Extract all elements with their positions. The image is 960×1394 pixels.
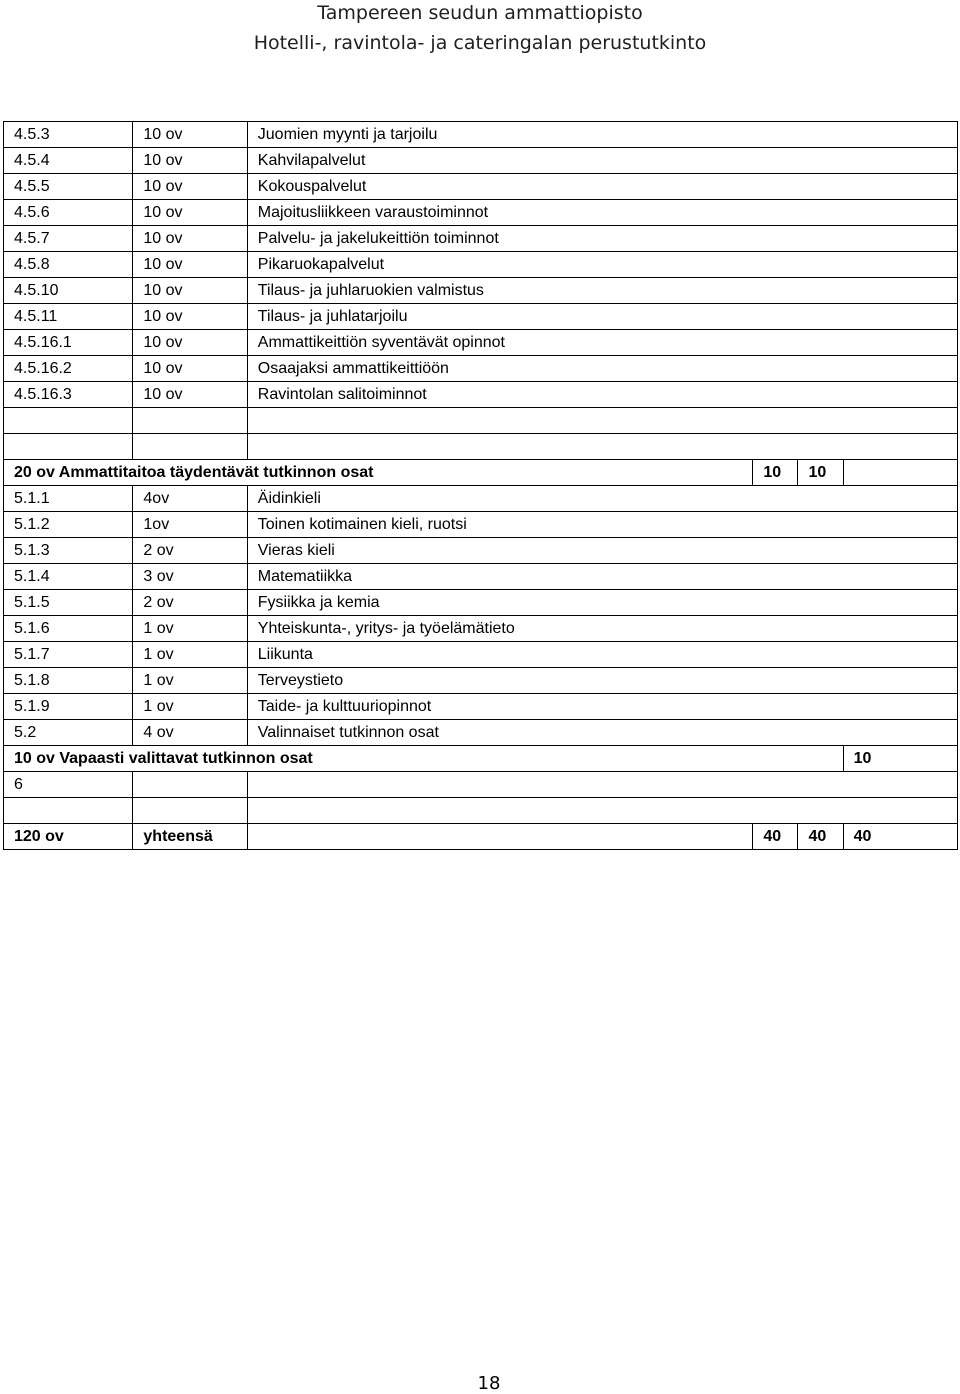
table-cell: 2 ov	[133, 538, 247, 564]
table-cell: 2 ov	[133, 590, 247, 616]
table-row	[4, 252, 958, 278]
table-cell: Toinen kotimainen kieli, ruotsi	[247, 512, 957, 538]
table-cell: Palvelu- ja jakelukeittiön toiminnot	[247, 226, 957, 252]
table-cell: Pikaruokapalvelut	[247, 252, 957, 278]
table-row	[4, 200, 958, 226]
table-row	[4, 434, 958, 460]
table-cell: yhteensä	[133, 824, 247, 850]
table-cell: 1ov	[133, 512, 247, 538]
table-row	[4, 590, 958, 616]
table-row	[4, 564, 958, 590]
table-cell: 10 ov Vapaasti valittavat tutkinnon osat	[4, 746, 844, 772]
table-row	[4, 356, 958, 382]
table-row	[4, 824, 958, 850]
table-cell: 5.1.3	[4, 538, 133, 564]
table-cell: 5.2	[4, 720, 133, 746]
table-row	[4, 668, 958, 694]
table-cell: Kokouspalvelut	[247, 174, 957, 200]
table-row	[4, 798, 958, 824]
table-cell: 1 ov	[133, 642, 247, 668]
table-cell	[247, 798, 957, 824]
table-cell: 6	[4, 772, 133, 798]
table-cell: Taide- ja kulttuuriopinnot	[247, 694, 957, 720]
table-row	[4, 720, 958, 746]
table-row	[4, 772, 958, 798]
table-cell: Tilaus- ja juhlaruokien valmistus	[247, 278, 957, 304]
table-cell: 10	[753, 460, 798, 486]
table-cell: 4.5.7	[4, 226, 133, 252]
table-cell: 40	[798, 824, 843, 850]
table-cell: 5.1.8	[4, 668, 133, 694]
table-cell: 10 ov	[133, 148, 247, 174]
table-cell: 10 ov	[133, 304, 247, 330]
table-cell: 10 ov	[133, 252, 247, 278]
table-cell: 5.1.7	[4, 642, 133, 668]
table-cell: 20 ov Ammattitaitoa täydentävät tutkinnon osat	[4, 460, 753, 486]
table-cell: 4.5.4	[4, 148, 133, 174]
table-cell: Yhteiskunta-, yritys- ja työelämätieto	[247, 616, 957, 642]
table-cell: 4.5.11	[4, 304, 133, 330]
table-cell: Tilaus- ja juhlatarjoilu	[247, 304, 957, 330]
table-row	[4, 512, 958, 538]
table-cell: Valinnaiset tutkinnon osat	[247, 720, 957, 746]
table-cell: 120 ov	[4, 824, 133, 850]
table-row	[4, 226, 958, 252]
table-row	[4, 538, 958, 564]
table-cell: Fysiikka ja kemia	[247, 590, 957, 616]
table-cell: 5.1.2	[4, 512, 133, 538]
table-row	[4, 148, 958, 174]
table-cell	[4, 408, 133, 434]
table-cell: 3 ov	[133, 564, 247, 590]
table-cell	[133, 798, 247, 824]
table-cell: Vieras kieli	[247, 538, 957, 564]
table-cell: 10 ov	[133, 200, 247, 226]
table-cell	[4, 434, 133, 460]
table-row	[4, 174, 958, 200]
table-cell: Äidinkieli	[247, 486, 957, 512]
table-cell	[843, 460, 957, 486]
table-row	[4, 694, 958, 720]
table-cell: 5.1.5	[4, 590, 133, 616]
table-cell: 1 ov	[133, 616, 247, 642]
table-row	[4, 382, 958, 408]
table-cell	[247, 772, 957, 798]
table-row	[4, 460, 958, 486]
table-cell: 10 ov	[133, 174, 247, 200]
header-school-name: Tampereen seudun ammattiopisto	[317, 2, 643, 24]
table-cell: 10 ov	[133, 278, 247, 304]
table-cell	[133, 408, 247, 434]
table-cell: Osaajaksi ammattikeittiöön	[247, 356, 957, 382]
table-cell: 10 ov	[133, 382, 247, 408]
table-cell: 4 ov	[133, 720, 247, 746]
table-cell: 10 ov	[133, 122, 247, 148]
table-cell: Kahvilapalvelut	[247, 148, 957, 174]
table-row	[4, 122, 958, 148]
table-cell: 5.1.9	[4, 694, 133, 720]
table-cell: Ravintolan salitoiminnot	[247, 382, 957, 408]
table-row	[4, 486, 958, 512]
table-cell: 4.5.10	[4, 278, 133, 304]
table-cell: 40	[753, 824, 798, 850]
table-row	[4, 642, 958, 668]
table-row	[4, 278, 958, 304]
table-cell: 4.5.8	[4, 252, 133, 278]
table-cell: 4.5.6	[4, 200, 133, 226]
table-cell: 5.1.4	[4, 564, 133, 590]
table-cell: 10 ov	[133, 226, 247, 252]
curriculum-table	[3, 121, 958, 850]
table-cell	[4, 798, 133, 824]
table-cell: 4.5.3	[4, 122, 133, 148]
table-cell: Matematiikka	[247, 564, 957, 590]
table-cell	[247, 824, 753, 850]
table-cell: Liikunta	[247, 642, 957, 668]
table-cell: 1 ov	[133, 694, 247, 720]
table-cell	[247, 434, 957, 460]
table-row	[4, 304, 958, 330]
table-cell: 10 ov	[133, 330, 247, 356]
table-cell	[133, 772, 247, 798]
header-degree-name: Hotelli-, ravintola- ja cateringalan perustutkinto	[253, 32, 707, 54]
table-cell: Majoitusliikkeen varaustoiminnot	[247, 200, 957, 226]
table-cell: 40	[843, 824, 957, 850]
table-cell: 4.5.16.1	[4, 330, 133, 356]
table-cell: Terveystieto	[247, 668, 957, 694]
table-cell: 4.5.5	[4, 174, 133, 200]
table-row	[4, 746, 958, 772]
table-cell: 5.1.1	[4, 486, 133, 512]
table-cell: Ammattikeittiön syventävät opinnot	[247, 330, 957, 356]
page-number: 18	[477, 1373, 501, 1394]
table-row	[4, 408, 958, 434]
table-cell	[133, 434, 247, 460]
table-cell: 5.1.6	[4, 616, 133, 642]
table-cell: 4ov	[133, 486, 247, 512]
table-cell: 10 ov	[133, 356, 247, 382]
table-row	[4, 616, 958, 642]
table-cell: 4.5.16.2	[4, 356, 133, 382]
table-row	[4, 330, 958, 356]
table-cell	[247, 408, 957, 434]
table-cell: 10	[798, 460, 843, 486]
table-cell: 4.5.16.3	[4, 382, 133, 408]
table-cell: 10	[843, 746, 957, 772]
table-cell: Juomien myynti ja tarjoilu	[247, 122, 957, 148]
table-cell: 1 ov	[133, 668, 247, 694]
